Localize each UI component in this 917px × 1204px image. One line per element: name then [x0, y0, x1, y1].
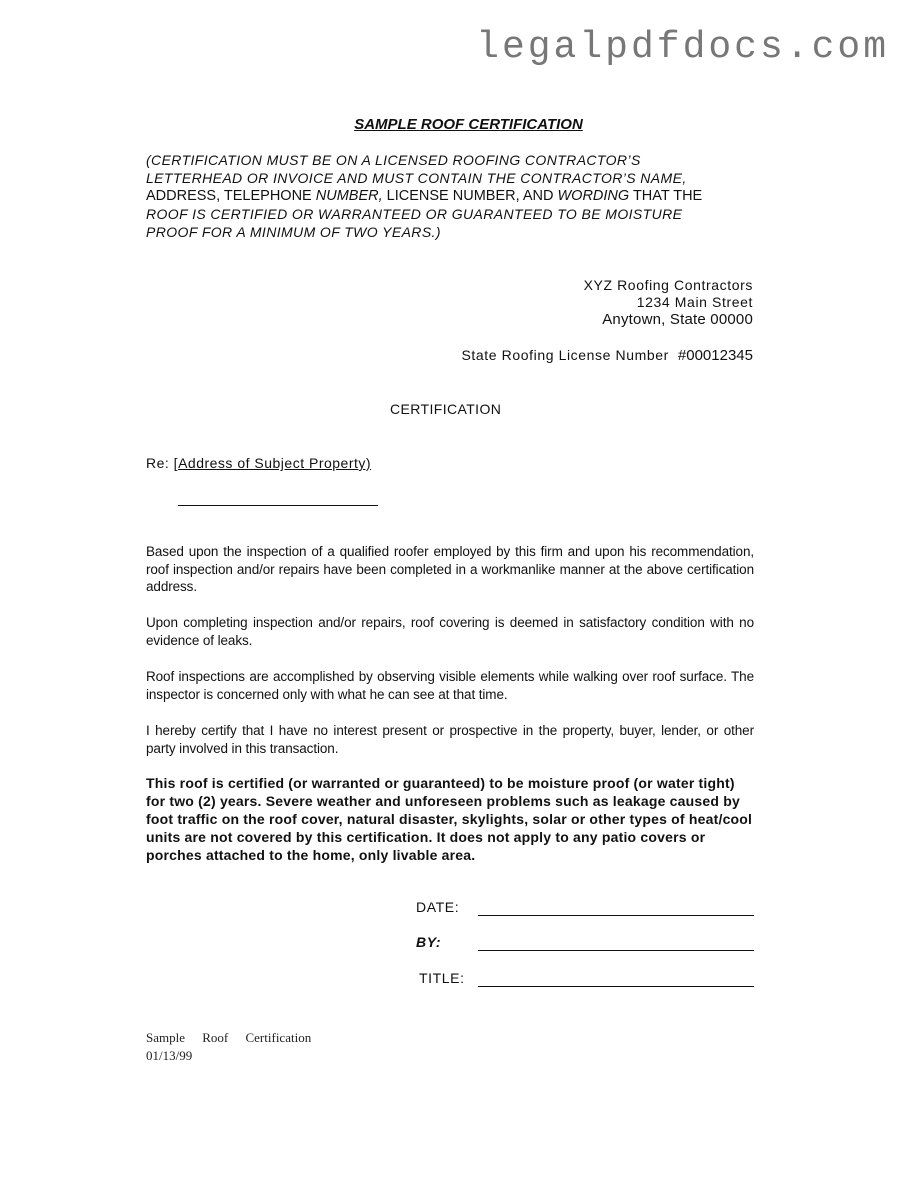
intro-line: (CERTIFICATION MUST BE ON A LICENSED ROOFING CONTRACTOR’S — [146, 152, 641, 168]
document-title: SAMPLE ROOF CERTIFICATION — [354, 116, 583, 133]
intro-line: LETTERHEAD OR INVOICE AND MUST CONTAIN THE CONTRACTOR’S NAME, — [146, 170, 687, 186]
intro-line: PROOF FOR A MINIMUM OF TWO YEARS.) — [146, 224, 441, 240]
paragraph-inspection: Based upon the inspection of a qualified roofer employed by this firm and upon his recommendation, roof inspection and/or repairs have been completed in a workmanlike manner at the above certification address. — [146, 544, 754, 594]
license-label: State Roofing License Number — [461, 347, 669, 363]
footer — [146, 1029, 311, 1065]
paragraph-method: Roof inspections are accomplished by observing visible elements while walking over roof surface. The inspector is concerned only with what he can see at that time. — [146, 669, 754, 702]
title-label: TITLE: — [419, 970, 465, 986]
title-signature-line — [478, 986, 754, 987]
paragraph-no-interest: I hereby certify that I have no interest present or prospective in the property, buyer, lender, or other party involved in this transaction. — [146, 723, 754, 756]
re-prefix: Re: [ — [146, 455, 179, 471]
contractor-city: Anytown, State 00000 — [602, 311, 753, 328]
contractor-street: 1234 Main Street — [636, 294, 753, 310]
by-signature-line — [478, 950, 754, 951]
warranty-paragraph: This roof is certified (or warranted or guaranteed) to be moisture proof (or water tight) for two (2) years. Severe weather and unforeseen problems such as leakage caused by foot traffic on the roof cover, natural disaster, skylights, solar or other types of heat/cool units are not covered by this certification. It does not apply to any patio covers or porches attached to the home, only livable area. — [146, 775, 753, 863]
contractor-name: XYZ Roofing Contractors — [583, 277, 753, 293]
re-line — [146, 455, 371, 471]
footer-doc-name: Sample Roof Certification — [146, 1030, 312, 1045]
by-label: BY: — [416, 934, 442, 950]
license-number: #00012345 — [677, 347, 753, 364]
contractor-address-block — [584, 277, 753, 328]
date-signature-line — [478, 915, 754, 916]
intro-line: ADDRESS, TELEPHONE NUMBER, LICENSE NUMBER, AND WORDING THAT THE — [146, 188, 703, 204]
footer-date: 01/13/99 — [146, 1048, 193, 1063]
paragraph-condition: Upon completing inspection and/or repairs, roof covering is deemed in satisfactory condition with no evidence of leaks. — [146, 615, 754, 648]
license-line — [461, 347, 753, 364]
watermark: legalpdfdocs.com — [476, 26, 889, 69]
address-blank-line — [178, 505, 378, 506]
intro-line: ROOF IS CERTIFIED OR WARRANTEED OR GUARANTEED TO BE MOISTURE — [146, 206, 683, 222]
intro-instructions — [146, 151, 766, 241]
subject-address-placeholder: Address of Subject Property) — [178, 455, 372, 471]
certification-heading: CERTIFICATION — [390, 401, 502, 417]
date-label: DATE: — [416, 899, 460, 915]
